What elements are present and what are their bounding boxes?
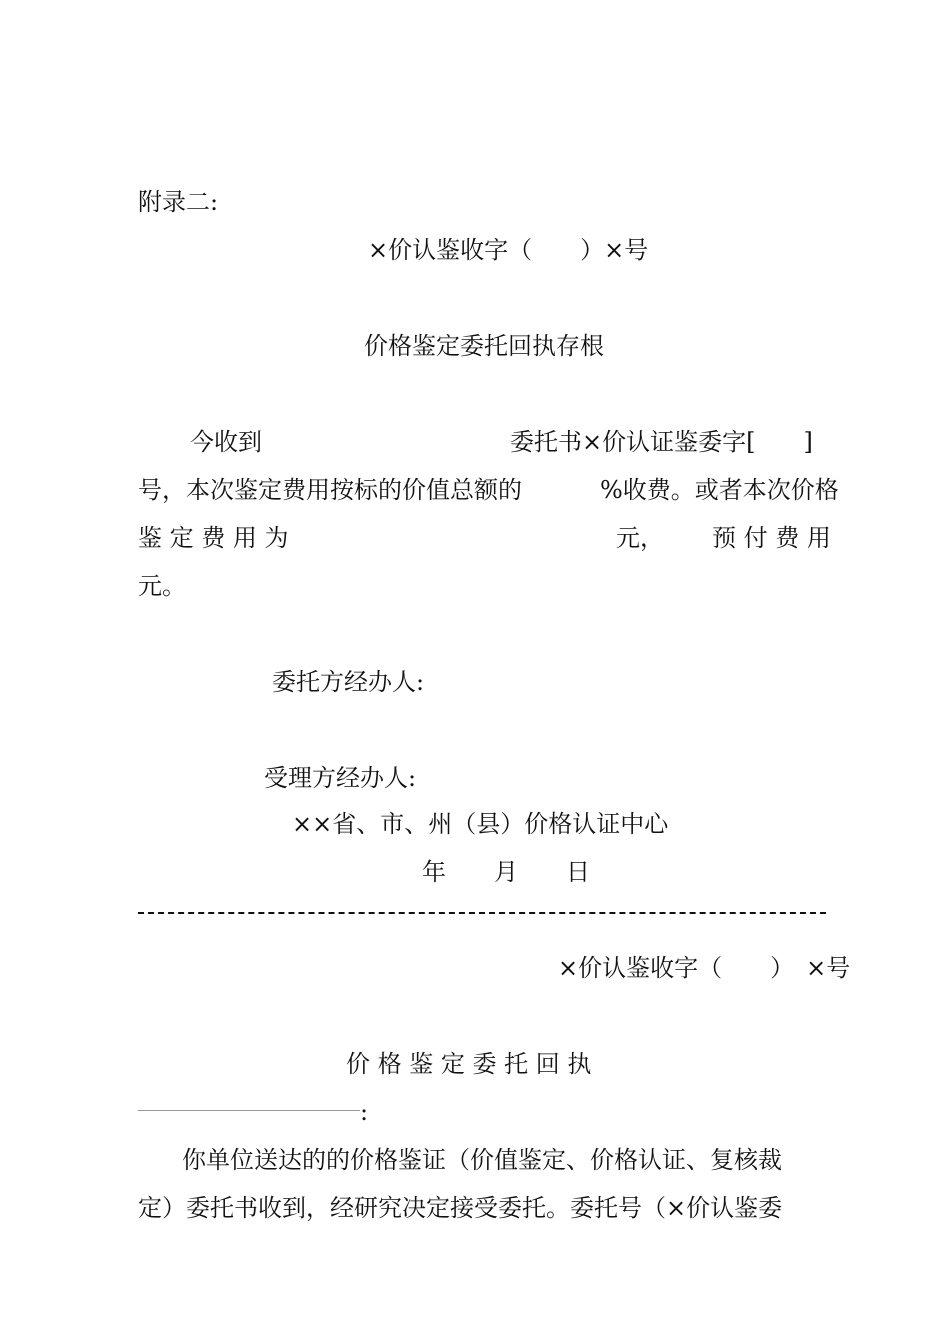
addressee-colon: : [360,1098,369,1126]
client-handler-label: 委托方经办人: [272,668,425,696]
stub-receipt-number: ×价认鉴收字（ ）×号 [368,236,649,264]
stub-para-line2-end: %收费。或者本次价格 [600,476,839,504]
stub-para-line2-start: 号，本次鉴定费用按标的价值总额的 [138,476,522,504]
cut-line [138,912,826,914]
stub-para-line3-mid: 元， [616,524,664,552]
receipt-title: 价 格 鉴 定 委 托 回 执 [346,1050,592,1078]
receipt-body-line2: 定）委托书收到，经研究决定接受委托。委托号（×价认鉴委 [138,1194,783,1222]
stub-para-line3-start: 鉴 定 费 用 为 [138,524,289,552]
receipt-number: ×价认鉴收字（ ） ×号 [558,954,851,982]
center-name: ××省、市、州（县）价格认证中心 [292,810,669,838]
stub-para-line1-end: 委托书×价认证鉴委字[ ] [510,428,813,456]
appendix-label: 附录二: [138,188,219,216]
receipt-body-line1: 你单位送达的的价格鉴证（价值鉴定、价格认证、复核裁 [182,1146,782,1174]
stub-para-line1-start: 今收到 [190,428,262,456]
acceptor-handler-label: 受理方经办人: [264,764,417,792]
stub-para-line4: 元。 [138,572,186,600]
addressee-blank [138,1110,360,1111]
stub-title: 价格鉴定委托回执存根 [364,332,604,360]
stub-date: 年 月 日 [422,858,590,886]
stub-para-line3-end: 预 付 费 用 [712,524,831,552]
